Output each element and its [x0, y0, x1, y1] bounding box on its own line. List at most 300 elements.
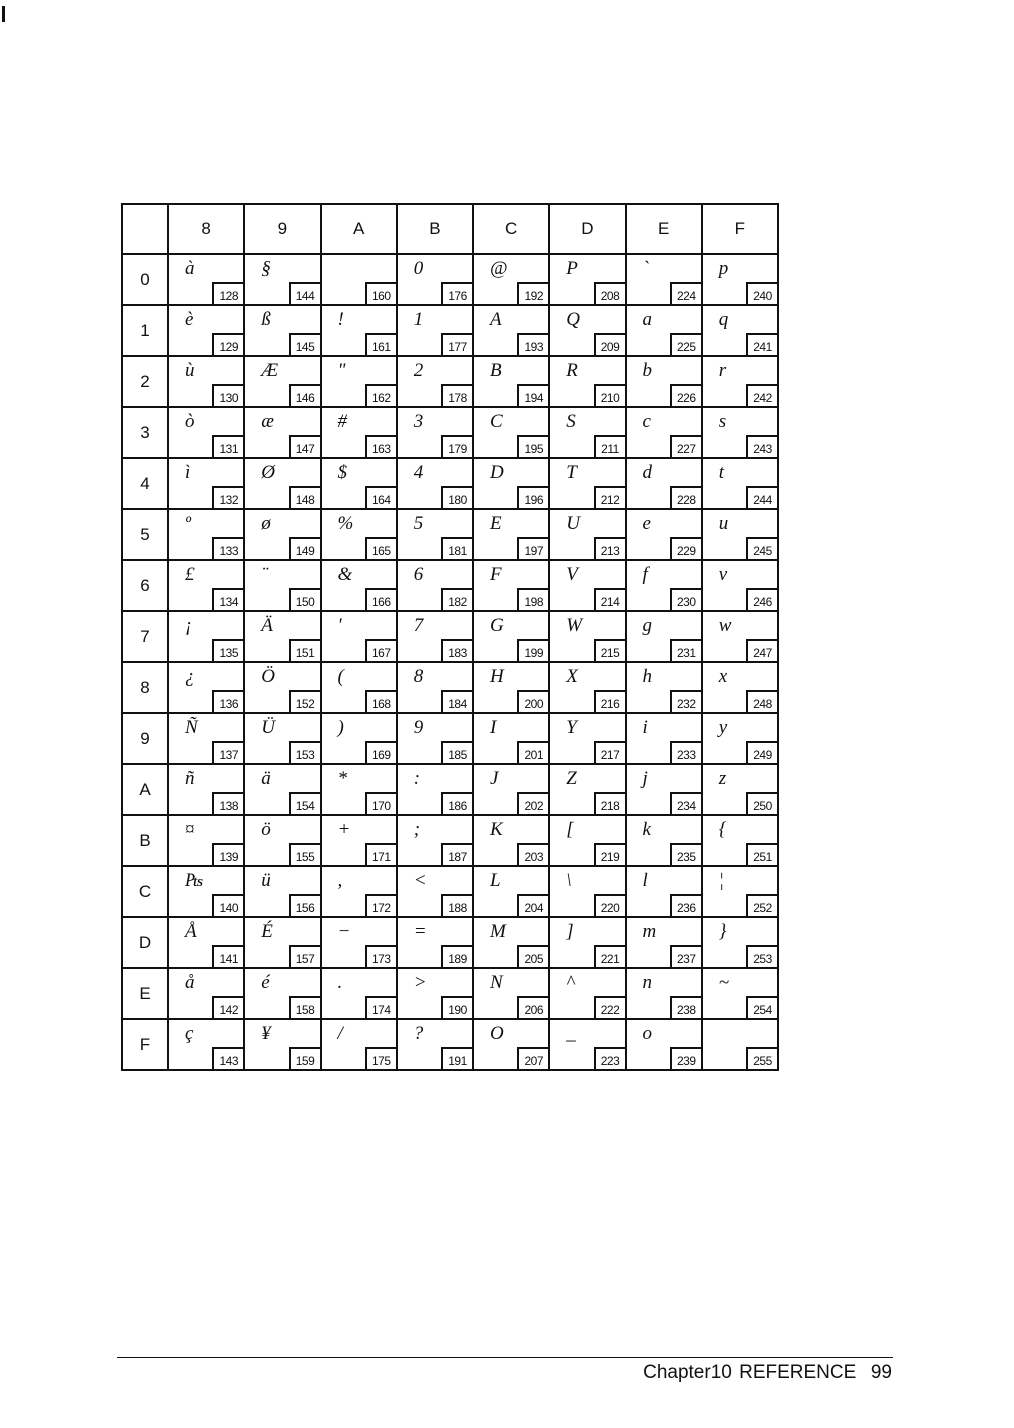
column-header: 9: [244, 204, 320, 254]
char-cell: [702, 815, 778, 866]
char-cell: [473, 611, 549, 662]
char-cell: [244, 356, 320, 407]
char-code: 149: [289, 537, 320, 559]
char-cell: [549, 254, 625, 305]
char-cell: [397, 356, 473, 407]
char-glyph: @: [490, 258, 508, 279]
char-glyph: d: [642, 462, 652, 483]
char-glyph: ¦: [718, 870, 724, 891]
char-code: 144: [289, 282, 320, 304]
char-cell: [321, 611, 397, 662]
char-code: 147: [289, 435, 320, 457]
char-glyph: 5: [413, 513, 424, 534]
char-cell: [321, 1019, 397, 1070]
char-glyph: Ü: [261, 717, 275, 738]
char-glyph: :: [413, 768, 421, 789]
char-cell: [397, 1019, 473, 1070]
char-code: 152: [289, 690, 320, 712]
char-glyph: %: [337, 513, 354, 534]
char-code: 186: [441, 792, 472, 814]
footer-chapter: Chapter10: [643, 1362, 732, 1383]
table-row: [122, 356, 778, 407]
char-cell: [626, 713, 702, 764]
char-glyph: =: [413, 921, 427, 942]
char-cell: [244, 560, 320, 611]
char-code: 163: [365, 435, 396, 457]
char-glyph: 0: [413, 258, 424, 279]
char-cell: [473, 968, 549, 1019]
char-glyph: ]: [566, 921, 574, 942]
row-header: D: [122, 917, 168, 968]
char-code: 243: [746, 435, 777, 457]
char-cell: [702, 458, 778, 509]
char-cell: [626, 611, 702, 662]
char-glyph: 2: [413, 360, 424, 381]
char-glyph: k: [642, 819, 651, 840]
char-cell: [244, 305, 320, 356]
char-cell: [549, 1019, 625, 1070]
char-code: 248: [746, 690, 777, 712]
char-code: 217: [594, 741, 625, 763]
char-glyph: >: [413, 972, 427, 993]
row-header: B: [122, 815, 168, 866]
table-row: [122, 815, 778, 866]
char-glyph: n: [642, 972, 652, 993]
char-code: 208: [594, 282, 625, 304]
table-row: [122, 458, 778, 509]
table-row: [122, 764, 778, 815]
char-glyph: E: [490, 513, 502, 534]
row-header: 6: [122, 560, 168, 611]
char-code: 218: [594, 792, 625, 814]
char-cell: [397, 509, 473, 560]
table-row: [122, 254, 778, 305]
char-code: 138: [212, 792, 243, 814]
column-header: D: [549, 204, 625, 254]
char-code: 164: [365, 486, 396, 508]
char-code: 185: [441, 741, 472, 763]
char-code: 251: [746, 843, 777, 865]
char-glyph: ¡: [185, 615, 193, 636]
char-cell: [702, 713, 778, 764]
char-glyph: ò: [185, 411, 195, 432]
char-glyph: X: [566, 666, 578, 687]
char-code: 198: [517, 588, 548, 610]
char-cell: [168, 356, 244, 407]
char-code: 241: [746, 333, 777, 355]
char-cell: [168, 866, 244, 917]
char-glyph: å: [185, 972, 195, 993]
char-code: 189: [441, 945, 472, 967]
char-code: 133: [212, 537, 243, 559]
char-cell: [473, 815, 549, 866]
char-glyph: `: [642, 258, 649, 279]
char-glyph: &: [337, 564, 353, 585]
margin-mark: [2, 6, 5, 22]
char-code: 180: [441, 486, 472, 508]
char-glyph: j: [642, 768, 648, 789]
char-cell: [473, 407, 549, 458]
char-cell: [473, 305, 549, 356]
row-header: 8: [122, 662, 168, 713]
char-glyph: ì: [185, 462, 191, 483]
char-cell: [702, 662, 778, 713]
row-header: 3: [122, 407, 168, 458]
char-glyph: ß: [261, 309, 271, 330]
char-code: 223: [594, 1047, 625, 1069]
char-code: 159: [289, 1047, 320, 1069]
char-cell: [549, 815, 625, 866]
char-code: 155: [289, 843, 320, 865]
char-code: 140: [212, 894, 243, 916]
char-glyph: i: [642, 717, 648, 738]
char-glyph: ñ: [185, 768, 195, 789]
char-code: 173: [365, 945, 396, 967]
char-code: 190: [441, 996, 472, 1018]
char-cell: [321, 509, 397, 560]
char-cell: [549, 407, 625, 458]
char-code: 221: [594, 945, 625, 967]
char-code: 177: [441, 333, 472, 355]
row-header: 9: [122, 713, 168, 764]
char-glyph: Ä: [261, 615, 273, 636]
char-glyph: S: [566, 411, 576, 432]
char-cell: [626, 662, 702, 713]
char-glyph: P: [566, 258, 578, 279]
char-cell: [549, 968, 625, 1019]
char-code: 162: [365, 384, 396, 406]
char-glyph: +: [337, 819, 351, 840]
char-code: 146: [289, 384, 320, 406]
char-cell: [549, 764, 625, 815]
char-code: 141: [212, 945, 243, 967]
char-code: 245: [746, 537, 777, 559]
char-cell: [321, 764, 397, 815]
char-glyph: −: [337, 921, 351, 942]
char-glyph: æ: [261, 411, 274, 432]
table-row: [122, 611, 778, 662]
char-code: 235: [670, 843, 701, 865]
char-cell: [168, 407, 244, 458]
char-code: 197: [517, 537, 548, 559]
char-cell: [702, 917, 778, 968]
char-cell: [549, 509, 625, 560]
char-glyph: ;: [413, 819, 421, 840]
char-code: 247: [746, 639, 777, 661]
char-code: 153: [289, 741, 320, 763]
char-cell: [702, 407, 778, 458]
char-code: 172: [365, 894, 396, 916]
char-code: 139: [212, 843, 243, 865]
char-glyph: F: [490, 564, 502, 585]
char-cell: [244, 611, 320, 662]
char-code: 205: [517, 945, 548, 967]
char-glyph: t: [718, 462, 725, 483]
char-glyph: ): [337, 717, 344, 738]
char-cell: [244, 407, 320, 458]
char-code: 216: [594, 690, 625, 712]
char-code: 167: [365, 639, 396, 661]
char-cell: [321, 407, 397, 458]
char-glyph: ,: [337, 870, 343, 891]
char-code: 157: [289, 945, 320, 967]
table-row: [122, 509, 778, 560]
char-code: 150: [289, 588, 320, 610]
char-glyph: M: [490, 921, 506, 942]
char-cell: [397, 254, 473, 305]
char-code: 255: [746, 1047, 777, 1069]
char-code: 196: [517, 486, 548, 508]
char-cell: [244, 917, 320, 968]
char-code: 225: [670, 333, 701, 355]
char-cell: [168, 917, 244, 968]
char-cell: [473, 254, 549, 305]
char-code: 238: [670, 996, 701, 1018]
char-cell: [244, 713, 320, 764]
char-code: 166: [365, 588, 396, 610]
char-code: 210: [594, 384, 625, 406]
char-code: 187: [441, 843, 472, 865]
char-code: 252: [746, 894, 777, 916]
char-cell: [168, 764, 244, 815]
char-glyph: É: [261, 921, 273, 942]
column-header: F: [702, 204, 778, 254]
char-glyph: K: [490, 819, 503, 840]
char-cell: [321, 866, 397, 917]
char-code: 242: [746, 384, 777, 406]
row-header: F: [122, 1019, 168, 1070]
char-cell: [168, 305, 244, 356]
row-header: 1: [122, 305, 168, 356]
char-glyph: 6: [413, 564, 424, 585]
char-code: 158: [289, 996, 320, 1018]
char-glyph: R: [566, 360, 578, 381]
char-cell: [702, 1019, 778, 1070]
table-row: [122, 968, 778, 1019]
char-cell: [321, 662, 397, 713]
char-glyph: m: [642, 921, 657, 942]
char-cell: [321, 560, 397, 611]
char-code: 237: [670, 945, 701, 967]
char-cell: [244, 764, 320, 815]
char-code: 230: [670, 588, 701, 610]
char-cell: [626, 866, 702, 917]
table-row: [122, 866, 778, 917]
char-code: 215: [594, 639, 625, 661]
column-header: E: [626, 204, 702, 254]
char-cell: [244, 866, 320, 917]
char-code: 244: [746, 486, 777, 508]
char-code: 228: [670, 486, 701, 508]
char-code: 134: [212, 588, 243, 610]
char-cell: [473, 713, 549, 764]
char-code: 226: [670, 384, 701, 406]
char-code: 151: [289, 639, 320, 661]
char-cell: [473, 764, 549, 815]
char-cell: [168, 458, 244, 509]
char-glyph: s: [718, 411, 727, 432]
char-glyph: £: [185, 564, 195, 585]
char-glyph: r: [718, 360, 727, 381]
char-code: 143: [212, 1047, 243, 1069]
column-header: B: [397, 204, 473, 254]
char-cell: [397, 713, 473, 764]
char-cell: [168, 815, 244, 866]
char-glyph: 9: [413, 717, 424, 738]
char-glyph: Ö: [261, 666, 275, 687]
char-glyph: $: [337, 462, 347, 483]
char-glyph: O: [490, 1023, 504, 1044]
char-glyph: ä: [261, 768, 271, 789]
char-cell: [321, 968, 397, 1019]
char-cell: [244, 509, 320, 560]
row-header: 2: [122, 356, 168, 407]
char-glyph: ö: [261, 819, 271, 840]
char-code: 191: [441, 1047, 472, 1069]
char-cell: [473, 917, 549, 968]
char-code: 236: [670, 894, 701, 916]
char-code: 212: [594, 486, 625, 508]
char-code: 176: [441, 282, 472, 304]
char-glyph: 3: [413, 411, 424, 432]
char-glyph: <: [413, 870, 427, 891]
char-cell: [397, 458, 473, 509]
char-cell: [549, 662, 625, 713]
char-cell: [626, 917, 702, 968]
char-cell: [168, 713, 244, 764]
row-header: E: [122, 968, 168, 1019]
row-header: 5: [122, 509, 168, 560]
char-cell: [397, 305, 473, 356]
char-cell: [626, 356, 702, 407]
char-code: 193: [517, 333, 548, 355]
char-code: 204: [517, 894, 548, 916]
char-cell: [626, 560, 702, 611]
char-cell: [244, 458, 320, 509]
char-glyph: c: [642, 411, 651, 432]
char-glyph: v: [718, 564, 728, 585]
char-glyph: *: [337, 768, 347, 789]
char-glyph: f: [642, 564, 648, 585]
char-glyph: Ø: [261, 462, 275, 483]
char-glyph: e: [642, 513, 651, 534]
char-glyph: D: [490, 462, 504, 483]
char-glyph: º: [185, 513, 191, 534]
char-glyph: !: [337, 309, 344, 330]
char-cell: [626, 764, 702, 815]
char-cell: [702, 764, 778, 815]
char-cell: [168, 611, 244, 662]
char-glyph: {: [718, 819, 727, 840]
table-row: [122, 407, 778, 458]
char-cell: [397, 764, 473, 815]
char-glyph: ?: [413, 1023, 424, 1044]
char-code: 234: [670, 792, 701, 814]
char-glyph: q: [718, 309, 729, 330]
char-cell: [168, 560, 244, 611]
char-code: 169: [365, 741, 396, 763]
char-code: 183: [441, 639, 472, 661]
char-glyph: I: [490, 717, 497, 738]
char-glyph: p: [718, 258, 729, 279]
char-glyph: L: [490, 870, 501, 891]
char-glyph: g: [642, 615, 652, 636]
char-code: 154: [289, 792, 320, 814]
char-cell: [549, 713, 625, 764]
char-glyph: Ñ: [185, 717, 198, 738]
char-glyph: B: [490, 360, 502, 381]
char-glyph: A: [490, 309, 502, 330]
char-glyph: T: [566, 462, 577, 483]
char-glyph: §: [261, 258, 271, 279]
row-header: C: [122, 866, 168, 917]
char-code: 179: [441, 435, 472, 457]
char-cell: [244, 815, 320, 866]
char-cell: [626, 1019, 702, 1070]
char-code: 206: [517, 996, 548, 1018]
char-cell: [549, 917, 625, 968]
char-glyph: Æ: [261, 360, 279, 381]
char-code: 192: [517, 282, 548, 304]
char-cell: [626, 815, 702, 866]
footer-section: REFERENCE: [739, 1362, 857, 1383]
row-header: 4: [122, 458, 168, 509]
char-cell: [397, 917, 473, 968]
char-glyph: Å: [185, 921, 197, 942]
char-glyph: /: [337, 1023, 343, 1044]
char-glyph: à: [185, 258, 195, 279]
char-glyph: ü: [261, 870, 271, 891]
char-cell: [397, 407, 473, 458]
char-cell: [168, 254, 244, 305]
char-code: 128: [212, 282, 243, 304]
char-cell: [168, 662, 244, 713]
char-code: 250: [746, 792, 777, 814]
char-glyph: ç: [185, 1023, 194, 1044]
char-cell: [244, 254, 320, 305]
char-cell: [473, 509, 549, 560]
char-code: 246: [746, 588, 777, 610]
char-cell: [397, 611, 473, 662]
char-cell: [397, 815, 473, 866]
char-code: 129: [212, 333, 243, 355]
char-code: 156: [289, 894, 320, 916]
char-glyph: ¤: [185, 819, 195, 840]
table-row: [122, 917, 778, 968]
char-code: 240: [746, 282, 777, 304]
char-code: 227: [670, 435, 701, 457]
char-code: 202: [517, 792, 548, 814]
footer-rule: [117, 1357, 893, 1358]
char-code: 188: [441, 894, 472, 916]
char-code: 131: [212, 435, 243, 457]
column-header-row: [122, 204, 778, 254]
char-glyph: é: [261, 972, 270, 993]
char-glyph: h: [642, 666, 652, 687]
char-glyph: }: [718, 921, 727, 942]
char-cell: [473, 1019, 549, 1070]
char-glyph: \: [566, 870, 572, 891]
character-code-table: [121, 203, 779, 1071]
char-cell: [702, 254, 778, 305]
char-cell: [321, 815, 397, 866]
char-glyph: H: [490, 666, 504, 687]
char-code: 132: [212, 486, 243, 508]
char-cell: [397, 866, 473, 917]
char-cell: [549, 866, 625, 917]
char-glyph: ^: [566, 972, 575, 993]
char-glyph: Q: [566, 309, 580, 330]
